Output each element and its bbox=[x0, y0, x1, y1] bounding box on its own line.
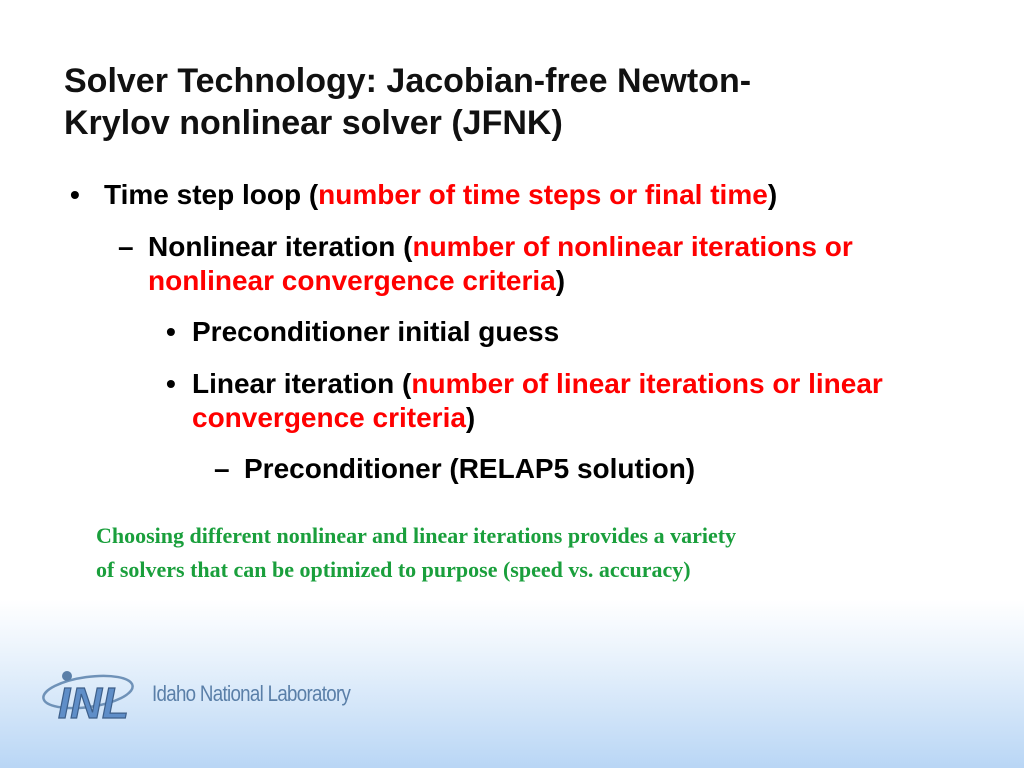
bullet-label: Preconditioner initial guess bbox=[192, 316, 560, 347]
bullet-time-step-loop bbox=[70, 178, 970, 212]
bullet-marker: • bbox=[166, 368, 176, 399]
note-line-1: Choosing different nonlinear and linear iterations provides a variety bbox=[96, 523, 737, 548]
bullet-nonlinear-iteration bbox=[118, 230, 878, 298]
bullet-parameter: number of linear iterations or linear convergence criteria bbox=[192, 368, 883, 433]
bullet-linear-iteration bbox=[166, 367, 966, 435]
bullet-close-paren: ) bbox=[555, 265, 566, 296]
dash-marker: – bbox=[118, 231, 134, 262]
bullet-label: Nonlinear iteration ( bbox=[148, 231, 413, 262]
logo-text: INL bbox=[58, 679, 129, 724]
bullet-marker: • bbox=[166, 316, 176, 347]
dash-marker: – bbox=[214, 453, 230, 484]
bullet-close-paren: ) bbox=[465, 402, 476, 433]
bullet-preconditioner-initial-guess bbox=[166, 315, 966, 349]
bullet-text bbox=[192, 367, 966, 435]
inl-logo bbox=[40, 662, 350, 724]
note-line-2: of solvers that can be optimized to purpose (speed vs. accuracy) bbox=[96, 557, 691, 582]
slide-title-line1: Solver Technology: Jacobian-free Newton- bbox=[64, 62, 752, 100]
inl-logo-mark bbox=[40, 662, 152, 724]
bullet-parameter: number of nonlinear iterations or nonlinear convergence criteria bbox=[148, 231, 853, 296]
bullet-text bbox=[104, 178, 970, 212]
slide-title-line2: Krylov nonlinear solver (JFNK) bbox=[64, 104, 563, 142]
bullet-label: Time step loop ( bbox=[104, 179, 319, 210]
slide-title bbox=[64, 60, 964, 144]
bullet-label: Linear iteration ( bbox=[192, 368, 412, 399]
bullet-parameter: number of time steps or final time bbox=[318, 179, 768, 210]
solver-note bbox=[96, 519, 956, 587]
bullet-text bbox=[148, 230, 878, 298]
bullet-close-paren: ) bbox=[767, 179, 778, 210]
bullet-preconditioner-relap5 bbox=[214, 452, 914, 486]
bullet-marker: • bbox=[70, 179, 80, 210]
lab-name: Idaho National Laboratory bbox=[152, 681, 351, 706]
bullet-label: Preconditioner (RELAP5 solution) bbox=[244, 453, 696, 484]
